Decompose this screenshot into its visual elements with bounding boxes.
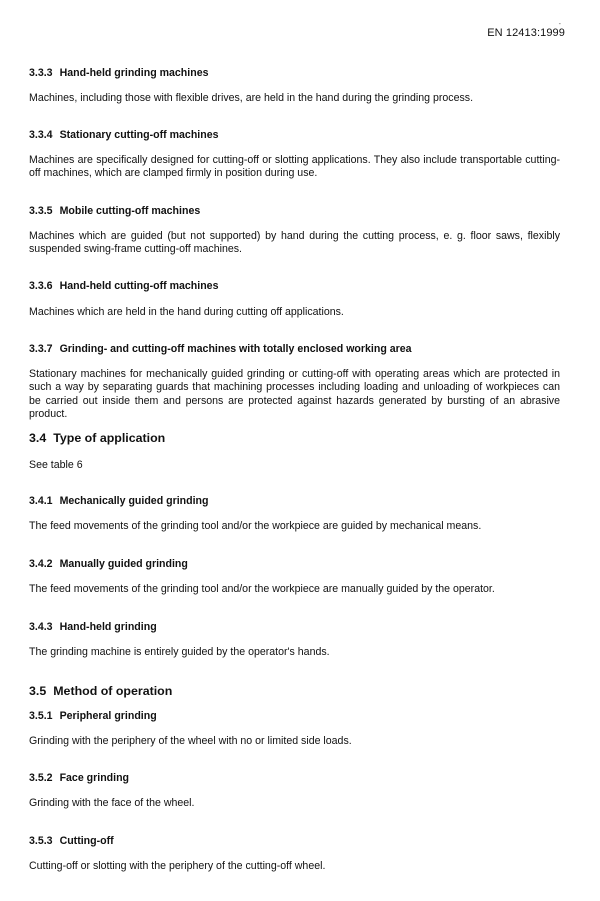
section-title: Grinding- and cutting-off machines with totally enclosed working area — [59, 343, 412, 355]
paragraph-text: Grinding with the face of the wheel. — [29, 797, 195, 809]
section-number: 3.3.3 — [29, 67, 53, 79]
paragraph-text: Machines, including those with flexible drives, are held in the hand during the grinding process. — [29, 92, 474, 104]
section-number: 3.3.5 — [29, 205, 53, 217]
section-heading — [29, 204, 560, 218]
section-3-5-3 — [29, 834, 560, 848]
section-paragraph — [29, 646, 560, 659]
section-3-3-4 — [29, 128, 560, 142]
section-3-4 — [29, 430, 560, 446]
section-paragraph — [29, 306, 560, 319]
section-number: 3.4.2 — [29, 558, 53, 570]
section-heading — [29, 494, 560, 508]
section-paragraph — [29, 735, 560, 748]
paragraph-text: The feed movements of the grinding tool and/or the workpiece are manually guided by the operator. — [29, 583, 495, 595]
paragraph-text: The grinding machine is entirely guided by the operator's hands. — [29, 646, 330, 658]
section-title: Method of operation — [53, 684, 173, 698]
section-3-3-6 — [29, 279, 560, 293]
section-3-4-2 — [29, 557, 560, 571]
section-paragraph — [29, 459, 560, 472]
paragraph-text: Stationary machines for mechanically guided grinding or cutting-off with operating areas which are protected in such a way by separating guards that machining processes including loading and unloading of workpieces can be carried out inside them and persons are protected against hazards generated by bursting of an abrasive product. — [29, 368, 560, 421]
paragraph-text: See table 6 — [29, 459, 83, 471]
section-paragraph — [29, 583, 560, 596]
paragraph-text: Machines are specifically designed for cutting-off or slotting applications. They also include transportable cutting-off machines, which are clamped firmly in position during use. — [29, 154, 560, 180]
section-heading — [29, 430, 560, 446]
section-heading — [29, 66, 560, 80]
section-3-3-7 — [29, 342, 560, 356]
section-heading — [29, 128, 560, 142]
section-title: Hand-held cutting-off machines — [59, 280, 219, 292]
section-heading — [29, 557, 560, 571]
section-number: 3.4.1 — [29, 495, 53, 507]
section-paragraph — [29, 154, 560, 181]
section-number: 3.5.3 — [29, 835, 53, 847]
section-3-4-3 — [29, 620, 560, 634]
paragraph-text: The feed movements of the grinding tool and/or the workpiece are guided by mechanical means. — [29, 520, 482, 532]
section-3-3-5 — [29, 204, 560, 218]
section-title: Type of application — [53, 431, 166, 445]
section-heading — [29, 683, 560, 699]
section-number: 3.3.4 — [29, 129, 53, 141]
section-paragraph — [29, 797, 560, 810]
section-heading — [29, 279, 560, 293]
section-title: Cutting-off — [59, 835, 114, 847]
page-header — [487, 21, 565, 39]
section-paragraph — [29, 520, 560, 533]
section-number: 3.5.2 — [29, 772, 53, 784]
section-paragraph — [29, 368, 560, 422]
section-title: Mobile cutting-off machines — [59, 205, 201, 217]
section-title: Peripheral grinding — [59, 710, 157, 722]
paragraph-text: Machines which are held in the hand during cutting off applications. — [29, 306, 344, 318]
section-number: 3.3.6 — [29, 280, 53, 292]
section-heading — [29, 771, 560, 785]
section-paragraph — [29, 860, 560, 873]
paragraph-text: Machines which are guided (but not supported) by hand during the cutting process, e. g. floor saws, flexibly suspended swing-frame cutting-off machines. — [29, 230, 560, 256]
section-3-4-1 — [29, 494, 560, 508]
section-heading — [29, 620, 560, 634]
section-3-5-1 — [29, 709, 560, 723]
section-title: Face grinding — [59, 772, 130, 784]
section-title: Manually guided grinding — [59, 558, 188, 570]
section-heading — [29, 834, 560, 848]
paragraph-text: Cutting-off or slotting with the periphery of the cutting-off wheel. — [29, 860, 326, 872]
section-3-5 — [29, 683, 560, 699]
section-heading — [29, 342, 560, 356]
document-id: EN 12413:1999 — [487, 27, 565, 39]
section-title: Mechanically guided grinding — [59, 495, 209, 507]
section-title: Hand-held grinding — [59, 621, 157, 633]
section-paragraph — [29, 230, 560, 257]
section-3-5-2 — [29, 771, 560, 785]
section-number: 3.5 — [29, 684, 47, 698]
section-number: 3.4 — [29, 431, 47, 445]
paragraph-text: Grinding with the periphery of the wheel with no or limited side loads. — [29, 735, 352, 747]
section-3-3-3 — [29, 66, 560, 80]
section-title: Stationary cutting-off machines — [59, 129, 219, 141]
section-number: 3.4.3 — [29, 621, 53, 633]
section-paragraph — [29, 92, 560, 105]
section-number: 3.3.7 — [29, 343, 53, 355]
header-mark: - — [558, 21, 561, 28]
section-heading — [29, 709, 560, 723]
section-number: 3.5.1 — [29, 710, 53, 722]
section-title: Hand-held grinding machines — [59, 67, 209, 79]
